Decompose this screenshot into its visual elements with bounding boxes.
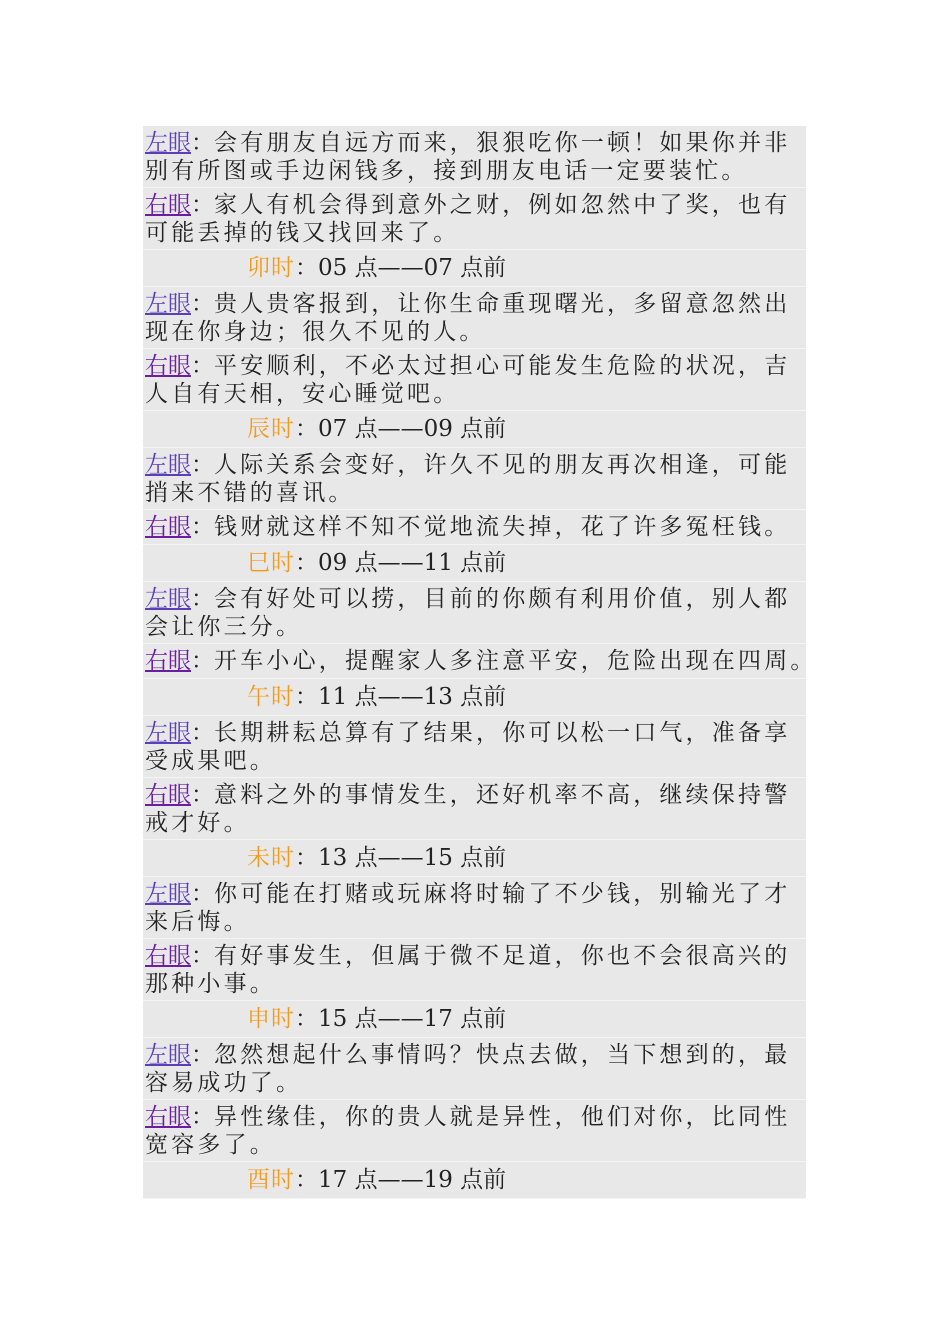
shichen-header: [143, 1162, 806, 1199]
shichen-line: [247, 415, 806, 443]
entry-text-line: [145, 157, 806, 185]
right-eye-entry: [143, 510, 806, 545]
colon: ：: [191, 129, 214, 156]
right-eye-link[interactable]: 右眼: [145, 352, 191, 379]
left-eye-link[interactable]: 左眼: [145, 290, 191, 317]
entry-text: 捎来不错的喜讯。: [145, 479, 355, 506]
entry-text-line: [145, 380, 806, 408]
colon: ：: [191, 1041, 214, 1068]
colon: ：: [191, 942, 214, 969]
entry-text: 别有所图或手边闲钱多，接到朋友电话一定要装忙。: [145, 157, 748, 184]
colon: ：: [191, 585, 214, 612]
time-range: 15 点——17 点前: [318, 1006, 507, 1032]
entry-text: 会有好处可以捞，目前的你颇有利用价值，别人都: [214, 585, 791, 612]
right-eye-link[interactable]: 右眼: [145, 191, 191, 218]
shichen-name: 未时: [247, 845, 295, 871]
colon: ：: [191, 451, 214, 478]
shichen-line: [247, 683, 806, 711]
right-eye-link[interactable]: 右眼: [145, 514, 191, 540]
left-eye-entry: [143, 877, 806, 939]
entry-text: 你可能在打赌或玩麻将时输了不少钱，别输光了才: [214, 880, 791, 907]
left-eye-link[interactable]: 左眼: [145, 719, 191, 746]
time-range: 05 点——07 点前: [318, 255, 507, 281]
shichen-header: [143, 411, 806, 448]
entry-text-line: [145, 479, 806, 507]
entry-text: 钱财就这样不知不觉地流失掉，花了许多冤枉钱。: [214, 514, 791, 540]
entry-text: 容易成功了。: [145, 1069, 303, 1096]
left-eye-entry: [143, 582, 806, 644]
entry-text-line: [145, 809, 806, 837]
entry-text-line: [145, 970, 806, 998]
left-eye-link[interactable]: 左眼: [145, 585, 191, 612]
colon: ：: [295, 416, 318, 442]
colon: ：: [191, 290, 214, 317]
colon: ：: [295, 1006, 318, 1032]
entry-text: 忽然想起什么事情吗？快点去做，当下想到的，最: [214, 1041, 791, 1068]
colon: ：: [295, 1167, 318, 1193]
shichen-name: 申时: [247, 1006, 295, 1032]
shichen-line: [247, 549, 806, 577]
entry-text-line: [145, 1041, 806, 1069]
shichen-line: [247, 1005, 806, 1033]
entry-text-line: [145, 719, 806, 747]
entry-text: 贵人贵客报到，让你生命重现曙光，多留意忽然出: [214, 290, 791, 317]
shichen-name: 卯时: [247, 255, 295, 281]
entry-text: 宽容多了。: [145, 1131, 276, 1158]
entry-text-line: [145, 219, 806, 247]
colon: ：: [295, 684, 318, 710]
fortune-table: [143, 126, 817, 1199]
time-range: 17 点——19 点前: [318, 1167, 507, 1193]
right-eye-entry: [143, 349, 806, 411]
entry-text: 人际关系会变好，许久不见的朋友再次相逢，可能: [214, 451, 791, 478]
entry-text: 戒才好。: [145, 809, 250, 836]
left-eye-entry: [143, 287, 806, 349]
entry-text-line: [145, 942, 806, 970]
colon: ：: [191, 880, 214, 907]
colon: ：: [295, 255, 318, 281]
left-eye-entry: [143, 126, 806, 188]
right-eye-link[interactable]: 右眼: [145, 1103, 191, 1130]
time-range: 07 点——09 点前: [318, 416, 507, 442]
colon: ：: [191, 191, 214, 218]
shichen-name: 酉时: [247, 1167, 295, 1193]
entry-text: 可能丢掉的钱又找回来了。: [145, 219, 460, 246]
entry-text: 有好事发生，但属于微不足道，你也不会很高兴的: [214, 942, 791, 969]
shichen-name: 巳时: [247, 550, 295, 576]
entry-text-line: [145, 613, 806, 641]
entry-text: 人自有天相，安心睡觉吧。: [145, 380, 460, 407]
entry-text-line: [145, 1103, 806, 1131]
time-range: 11 点——13 点前: [318, 684, 507, 710]
entry-text-line: [145, 191, 806, 219]
entry-text: 会让你三分。: [145, 613, 303, 640]
colon: ：: [191, 352, 214, 379]
left-eye-entry: [143, 448, 806, 510]
left-eye-link[interactable]: 左眼: [145, 1041, 191, 1068]
entry-text-line: [145, 352, 806, 380]
entry-text: 现在你身边；很久不见的人。: [145, 318, 486, 345]
shichen-header: [143, 250, 806, 287]
entry-text-line: [145, 451, 806, 479]
entry-text-line: [145, 880, 806, 908]
left-eye-link[interactable]: 左眼: [145, 880, 191, 907]
colon: ：: [191, 1103, 214, 1130]
left-eye-entry: [143, 716, 806, 778]
left-eye-link[interactable]: 左眼: [145, 129, 191, 156]
colon: ：: [191, 781, 214, 808]
entry-text: 异性缘佳，你的贵人就是异性，他们对你，比同性: [214, 1103, 791, 1130]
shichen-header: [143, 840, 806, 877]
shichen-line: [247, 844, 806, 872]
entry-text-line: [145, 908, 806, 936]
entry-text: 开车小心，提醒家人多注意平安，危险出现在四周。: [214, 648, 817, 674]
right-eye-link[interactable]: 右眼: [145, 942, 191, 969]
entry-text-line: [145, 647, 817, 675]
colon: ：: [191, 648, 214, 674]
left-eye-link[interactable]: 左眼: [145, 451, 191, 478]
entry-text-line: [145, 781, 806, 809]
shichen-name: 辰时: [247, 416, 295, 442]
entry-text: 那种小事。: [145, 970, 276, 997]
colon: ：: [191, 719, 214, 746]
right-eye-entry: [143, 778, 806, 840]
entry-text: 意料之外的事情发生，还好机率不高，继续保持警: [214, 781, 791, 808]
right-eye-entry: [143, 644, 817, 679]
right-eye-entry: [143, 1100, 806, 1162]
left-eye-entry: [143, 1038, 806, 1100]
shichen-name: 午时: [247, 684, 295, 710]
entry-text-line: [145, 1069, 806, 1097]
time-range: 09 点——11 点前: [318, 550, 507, 576]
entry-text-line: [145, 129, 806, 157]
entry-text: 会有朋友自远方而来，狠狠吃你一顿！如果你并非: [214, 129, 791, 156]
shichen-line: [247, 254, 806, 282]
entry-text-line: [145, 1131, 806, 1159]
right-eye-link[interactable]: 右眼: [145, 781, 191, 808]
shichen-line: [247, 1166, 806, 1194]
entry-text: 受成果吧。: [145, 747, 276, 774]
colon: ：: [191, 514, 214, 540]
shichen-header: [143, 679, 806, 716]
right-eye-entry: [143, 939, 806, 1001]
time-range: 13 点——15 点前: [318, 845, 507, 871]
entry-text-line: [145, 318, 806, 346]
entry-text: 长期耕耘总算有了结果，你可以松一口气，准备享: [214, 719, 791, 746]
shichen-header: [143, 545, 806, 582]
entry-text: 来后悔。: [145, 908, 250, 935]
right-eye-entry: [143, 188, 806, 250]
entry-text-line: [145, 585, 806, 613]
entry-text-line: [145, 747, 806, 775]
colon: ：: [295, 845, 318, 871]
entry-text: 平安顺利，不必太过担心可能发生危险的状况，吉: [214, 352, 791, 379]
shichen-header: [143, 1001, 806, 1038]
colon: ：: [295, 550, 318, 576]
entry-text: 家人有机会得到意外之财，例如忽然中了奖，也有: [214, 191, 791, 218]
right-eye-link[interactable]: 右眼: [145, 648, 191, 674]
entry-text-line: [145, 290, 806, 318]
entry-text-line: [145, 513, 806, 541]
